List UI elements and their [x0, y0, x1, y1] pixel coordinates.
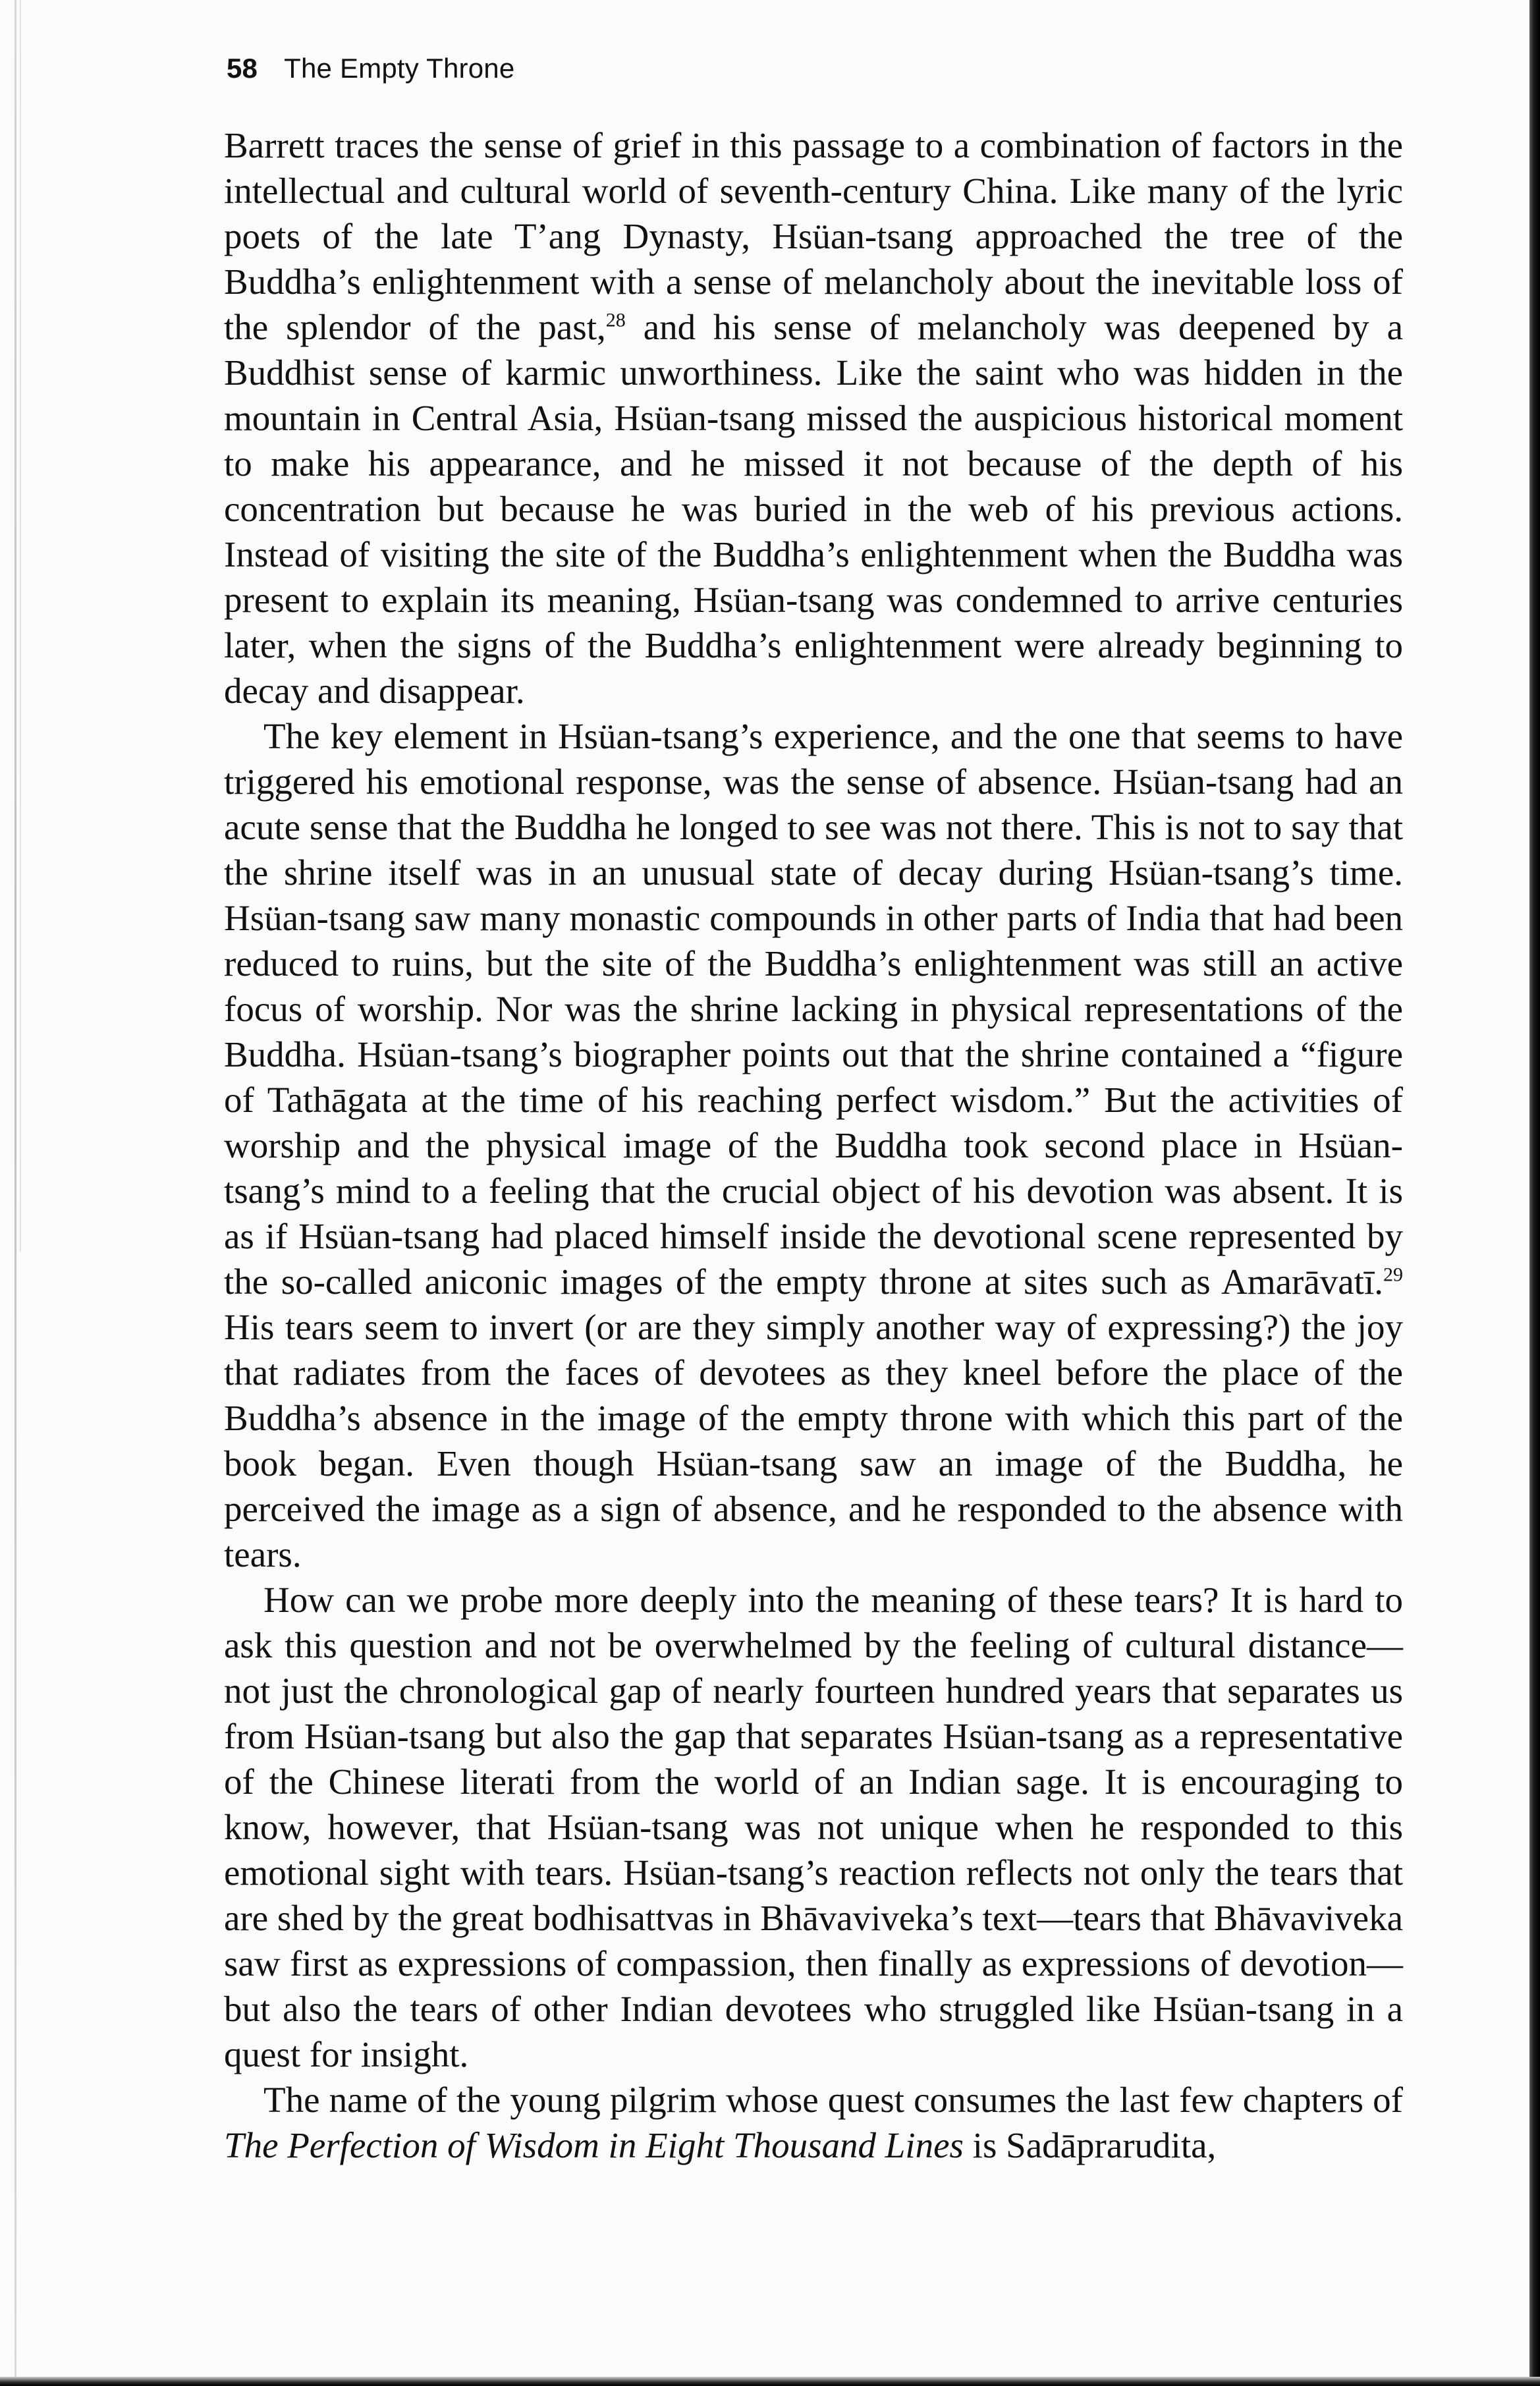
- running-head: [227, 53, 1403, 84]
- paragraph: [224, 713, 1403, 1577]
- scan-edge-bottom: [0, 2377, 1540, 2386]
- text-run: His tears seem to invert (or are they simply another way of expressing?) the joy that radiates from the faces of devotees as they kneel before the place of the Buddha’s absence in the image of the empty throne with which this part of the book began. Even though Hsüan-tsang saw an image of the Buddha, he perceived the image as a sign of absence, and he responded to the absence with tears.: [224, 1307, 1403, 1574]
- text-run: is Sadāprarudita,: [963, 2125, 1217, 2165]
- footnote-ref: 29: [1383, 1263, 1403, 1286]
- book-title: The Perfection of Wisdom in Eight Thousand Lines: [224, 2125, 964, 2165]
- running-title: The Empty Throne: [284, 53, 515, 84]
- paragraph: [224, 2077, 1403, 2168]
- text-run: The name of the young pilgrim whose quest consumes the last few chapters of: [263, 2080, 1403, 2120]
- text-run: Barrett traces the sense of grief in this passage to a combination of factors in the intellectual and cultural world of seventh-century China. Like many of the lyric poets of the late T’ang Dynasty, Hsüan-tsang approached the tree of the Buddha’s enlightenment with a sense of melancholy about the inevitable loss of the splendor of the past,: [224, 125, 1403, 347]
- page-number: 58: [227, 53, 258, 84]
- paragraph: [224, 1577, 1403, 2077]
- book-page: [224, 53, 1403, 2168]
- scan-edge-left-shadow: [20, 0, 21, 1252]
- text-run: and his sense of melancholy was deepened by a Buddhist sense of karmic unworthiness. Like the saint who was hidden in the mountain in Central Asia, Hsüan-tsang missed the auspicious historical moment to make his appearance, and he missed it not because of the depth of his concentration but because he was buried in the web of his previous actions. Instead of visiting the site of the Buddha’s enlightenment when the Buddha was present to explain its meaning, Hsüan-tsang was condemned to arrive centuries later, when the signs of the Buddha’s enlightenment were already beginning to decay and disappear.: [224, 307, 1403, 711]
- scan-edge-right: [1529, 0, 1540, 2386]
- text-run: How can we probe more deeply into the meaning of these tears? It is hard to ask this question and not be overwhelmed by the feeling of cultural distance—not just the chronological gap of nearly fourteen hundred years that separates us from Hsüan-tsang but also the gap that separates Hsüan-tsang as a representative of the Chinese literati from the world of an Indian sage. It is encouraging to know, however, that Hsüan-tsang was not unique when he responded to this emotional sight with tears. Hsüan-tsang’s reaction reflects not only the tears that are shed by the great bodhisattvas in Bhāvaviveka’s text—tears that Bhāvaviveka saw first as expressions of compassion, then finally as expressions of devotion—but also the tears of other Indian devotees who struggled like Hsüan-tsang in a quest for insight.: [224, 1580, 1403, 2074]
- text-run: The key element in Hsüan-tsang’s experience, and the one that seems to have triggered his emotional response, was the sense of absence. Hsüan-tsang had an acute sense that the Buddha he longed to see was not there. This is not to say that the shrine itself was in an unusual state of decay during Hsüan-tsang’s time. Hsüan-tsang saw many monastic compounds in other parts of India that had been reduced to ruins, but the site of the Buddha’s enlightenment was still an active focus of worship. Nor was the shrine lacking in physical representations of the Buddha. Hsüan-tsang’s biographer points out that the shrine contained a “figure of Tathāgata at the time of his reaching perfect wisdom.” But the activities of worship and the physical image of the Buddha took second place in Hsüan-tsang’s mind to a feeling that the crucial object of his devotion was absent. It is as if Hsüan-tsang had placed himself inside the devotional scene represented by the so-called aniconic images of the empty throne at sites such as Amarāvatī.: [224, 716, 1403, 1302]
- scan-edge-left: [14, 0, 16, 2386]
- footnote-ref: 28: [605, 309, 626, 331]
- body-text: [224, 123, 1403, 2168]
- paragraph: [224, 123, 1403, 713]
